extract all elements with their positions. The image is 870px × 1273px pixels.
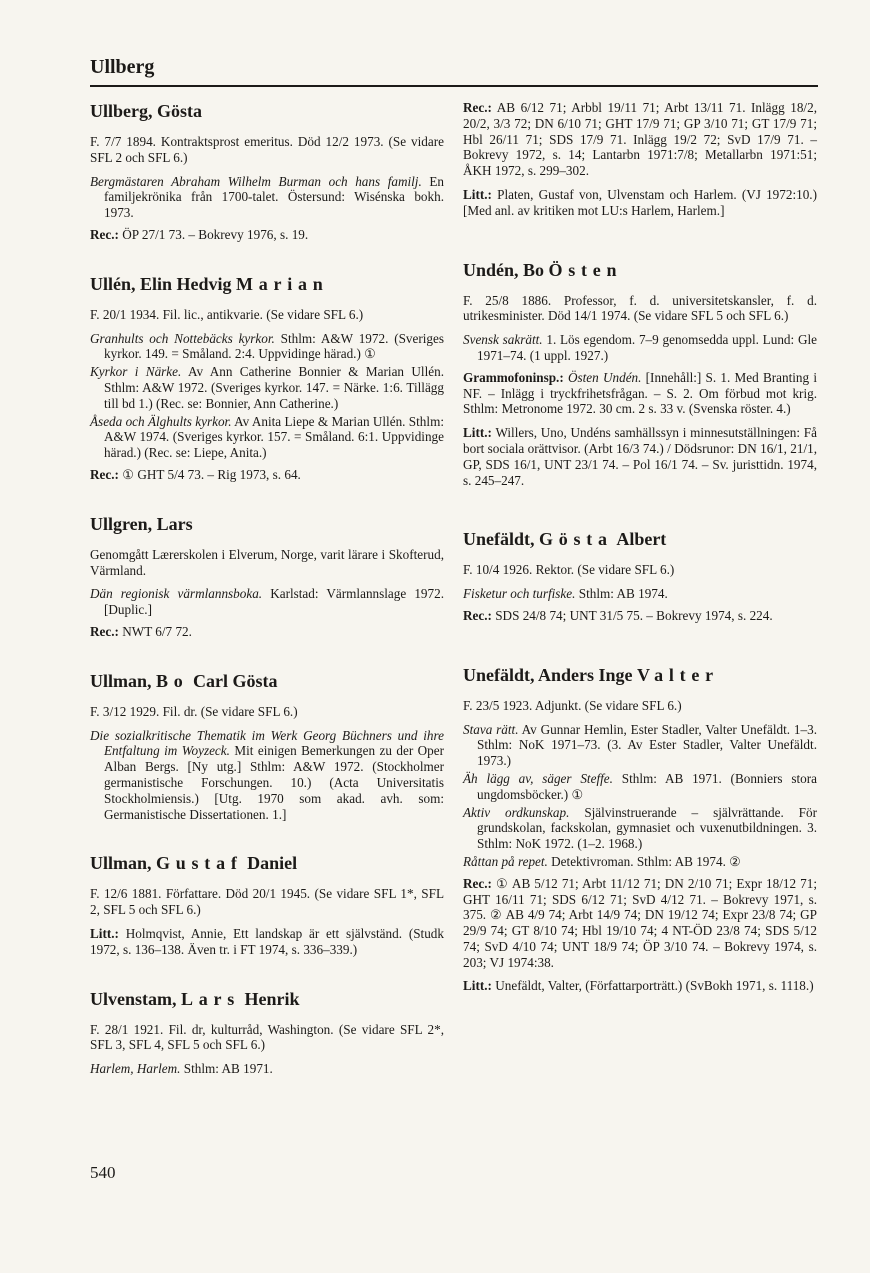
entry-ullen-marian — [90, 273, 444, 483]
entry-heading: Undén, Bo Östen — [463, 259, 623, 280]
work-item: Harlem, Harlem. Sthlm: AB 1971. — [90, 1061, 273, 1077]
entry-ulvenstam-lars — [90, 988, 444, 1077]
work-item: Bergmästaren Abraham Wilhelm Burman och hans familj. En familjekrönika från 1700-talet. Östersund: Wisénska bokh. 1973. — [90, 173, 445, 221]
work-item: Fisketur och turfiske. Sthlm: AB 1974. — [463, 586, 668, 602]
entry-bio: F. 7/7 1894. Kontraktsprost emeritus. Död 12/2 1973. (Se vidare SFL 2 och SFL 6.) — [90, 134, 444, 165]
entry-bio: Genomgått Lærerskolen i Elverum, Norge, varit lärare i Skofterud, Värmland. — [90, 546, 444, 578]
entry-literature: Litt.: Holmqvist, Annie, Ett landskap är ett självständ. (Studk 1972, s. 136–138. Även tr. i FT 1974, s. 336–339.) — [90, 925, 444, 957]
entry-unefaldt-gosta — [463, 528, 817, 623]
work-item: Råttan på repet. Detektivroman. Sthlm: AB 1974. ② — [463, 853, 742, 869]
entry-heading: Ulvenstam, Lars Henrik — [90, 988, 300, 1009]
entry-heading: Unefäldt, Gösta Albert — [463, 529, 667, 550]
entry-reviews: Rec.: ① AB 5/12 71; Arbt 11/12 71; DN 2/10 71; Expr 18/12 71; GHT 16/11 71; SDS 6/12 71; SvD 4/12 71. – Bokrevy 1971, s. 375. ② AB 4/9 74; Arbt 14/9 74; DN 19/12 74; Expr 23/8 74; GP 29/9 74; GT 8/10 74; Hbl 19/10 74; 4 NT-ÖD 23/8 74; SDS 5/12 74; SvD 4/10 74; UNT 18/9 74; ÖP 3/10 74. – Bokrevy 1974, s. 203; VJ 1974:38. — [463, 875, 817, 970]
entry-heading: Ullman, Gustaf Daniel — [90, 853, 298, 874]
page-number: 540 — [90, 1163, 116, 1182]
left-column — [90, 100, 444, 1107]
entry-reviews: Rec.: ÖP 27/1 73. – Bokrevy 1976, s. 19. — [90, 226, 309, 242]
header-rule — [90, 85, 818, 87]
entry-recordings: Grammofoninsp.: Östen Undén. [Innehåll:] S. 1. Med Branting i NF. – Inlägg i tryckfrihetsfrågan. – S. 2. Om förbud mot krig. Sthlm: Metronome 1972. 30 cm. 2 s. 33 v. (Svenska röster. 4.) — [463, 369, 817, 417]
entry-reviews: Rec.: SDS 24/8 74; UNT 31/5 75. – Bokrevy 1974, s. 224. — [463, 607, 773, 623]
entry-heading: Unefäldt, Anders Inge Valter — [463, 664, 719, 685]
running-head: Ullberg — [90, 56, 155, 78]
entry-unefaldt-valter — [463, 664, 817, 995]
entry-ullberg-gosta — [90, 100, 444, 243]
entry-ullgren-lars — [90, 513, 444, 640]
work-item: Granhults och Nottebäcks kyrkor. Sthlm: A&W 1972. (Sveriges kyrkor. 149. = Småland. 2:4. Uppvidinge härad.) ① — [90, 330, 444, 362]
work-item: Åseda och Älghults kyrkor. Av Anita Liepe & Marian Ullén. Sthlm: A&W 1974. (Sveriges kyrkor. 157. = Småland. 6:1. Uppvidinge härad.) (Rec. se: Liepe, Anita.) — [90, 413, 444, 461]
work-item: Stava rätt. Av Gunnar Hemlin, Ester Stadler, Valter Unefäldt. 1–3. Sthlm: NoK 1971–73. (3. Av Ester Stadler, Valter Unefäldt. 1973.) — [463, 721, 817, 769]
entry-literature: Litt.: Platen, Gustaf von, Ulvenstam och Harlem. (VJ 1972:10.) [Med anl. av kritiken mot LU:s Harlem, Harlem.] — [463, 186, 817, 218]
work-item: Aktiv ordkunskap. Självinstruerande – självrättande. För grundskolan, fackskolan, gymnasiet och vuxenutbildningen. 3. Sthlm: NoK 1972. (1–2. 1968.) — [463, 804, 817, 852]
work-item: Svensk sakrätt. 1. Lös egendom. 7–9 genomsedda uppl. Lund: Gle 1971–74. (1 uppl. 1927.) — [463, 332, 817, 363]
entry-ullman-bo — [90, 670, 444, 823]
entry-bio: F. 20/1 1934. Fil. lic., antikvarie. (Se vidare SFL 6.) — [90, 306, 364, 322]
entry-bio: F. 28/1 1921. Fil. dr, kulturråd, Washington. (Se vidare SFL 2*, SFL 3, SFL 4, SFL 5 och SFL 6.) — [90, 1021, 444, 1053]
entry-heading: Ullén, Elin Hedvig Marian — [90, 273, 329, 294]
work-item: Äh lägg av, säger Steffe. Sthlm: AB 1971. (Bonniers stora ungdomsböcker.) ① — [463, 770, 817, 802]
right-column — [463, 100, 817, 1024]
work-item: Die sozialkritische Thematik im Werk Georg Büchners und ihre Entfaltung im Woyzeck. Mit einigen Bemerkungen zu der Oper Alban Bergs. [Ny utg.] Sthlm: A&W 1972. (Stockholmer germanistische Forschungen. 10.) (Acta Universitatis Stockholmiensis.) [Utg. 1970 som akad. avh. som: Germanistische Dissertationen. 1.] — [90, 727, 444, 822]
entry-heading: Ullgren, Lars — [90, 513, 193, 534]
entry-literature: Litt.: Willers, Uno, Undéns samhällssyn i minnesutställningen: Få bort sociala orättvisor. (Arbt 16/3 74.) / Dödsrunor: DN 16/1, 21/1, GP, SDS 16/1, UNT 23/1 74. – Pol 16/1 74. – Sv. juristtidn. 1974, s. 245–247. — [463, 425, 817, 488]
entry-reviews: Rec.: AB 6/12 71; Arbbl 19/11 71; Arbt 13/11 71. Inlägg 18/2, 20/2, 3/3 72; DN 6/10 71; GHT 17/9 71; GP 3/10 71; GT 17/9 71; Hbl 26/11 71; SDS 17/9 71. Inlägg 19/2 72; SvD 17/9 71. – Bokrevy 1972, s. 14; Lantarbn 1971:7/8; Metallarbn 1971:51; ÅKH 1972, s. 299–302. — [463, 100, 817, 179]
entry-reviews: Rec.: NWT 6/7 72. — [90, 623, 192, 639]
entry-unden-osten — [463, 259, 817, 489]
entry-ulvenstam-continued — [463, 100, 817, 219]
entry-bio: F. 12/6 1881. Författare. Död 20/1 1945. (Se vidare SFL 1*, SFL 2, SFL 5 och SFL 6.) — [90, 886, 444, 918]
entry-bio: F. 3/12 1929. Fil. dr. (Se vidare SFL 6.) — [90, 703, 298, 719]
work-item: Kyrkor i Närke. Av Ann Catherine Bonnier & Marian Ullén. Sthlm: A&W 1972. (Sveriges kyrkor. 147. = Närke. 1:6. Tillägg till bd 1.) (Rec. se: Bonnier, Ann Catherine.) — [90, 364, 444, 411]
entry-bio: F. 25/8 1886. Professor, f. d. universitetskansler, f. d. utrikesminister. Död 14/1 1974. (Se vidare SFL 5 och SFL 6.) — [463, 292, 817, 324]
entry-ullman-gustaf — [90, 852, 444, 957]
work-item: Dän regionisk värmlannsboka. Karlstad: Värmlannslage 1972. [Duplic.] — [90, 586, 444, 618]
entry-heading: Ullberg, Gösta — [90, 101, 202, 121]
entry-heading: Ullman, Bo Carl Gösta — [90, 670, 278, 691]
entry-reviews: Rec.: ① GHT 5/4 73. – Rig 1973, s. 64. — [90, 466, 301, 482]
entry-bio: F. 10/4 1926. Rektor. (Se vidare SFL 6.) — [463, 562, 675, 578]
entry-bio: F. 23/5 1923. Adjunkt. (Se vidare SFL 6.) — [463, 697, 682, 713]
entry-literature: Litt.: Unefäldt, Valter, (Författarporträtt.) (SvBokh 1971, s. 1118.) — [463, 978, 814, 994]
